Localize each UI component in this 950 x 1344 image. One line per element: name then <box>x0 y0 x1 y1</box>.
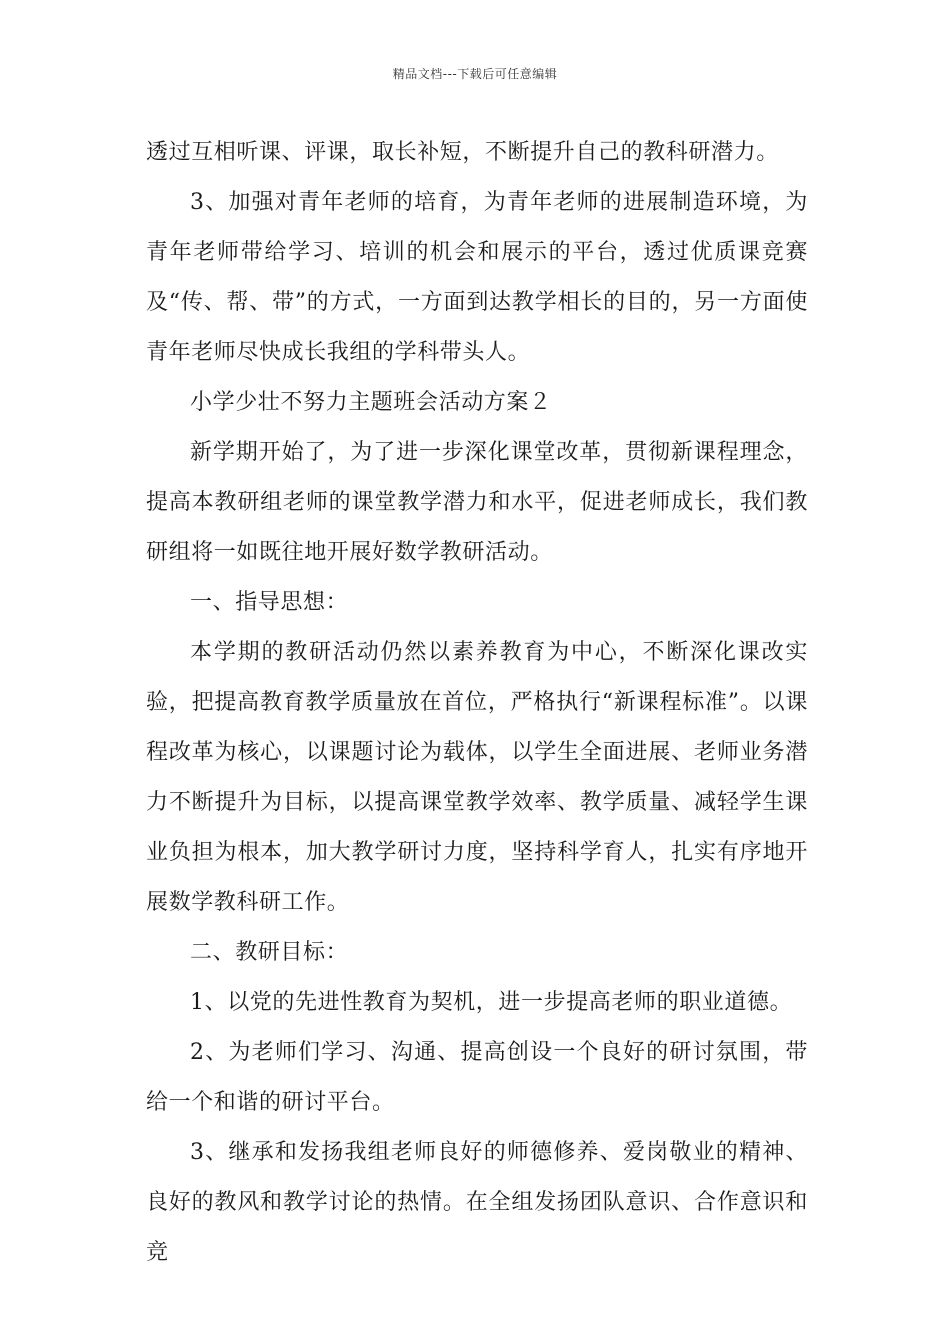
paragraph-goal-2: 2、为老师们学习、沟通、提高创设一个良好的研讨氛围，带给一个和谐的研讨平台。 <box>146 1040 808 1115</box>
heading-research-goals: 二、教研目标： <box>190 940 349 965</box>
paragraph-item-3: 3、加强对青年老师的培育，为青年老师的进展制造环境，为青年老师带给学习、培训的机会和展示的平台，透过优质课竞赛及“传、帮、带”的方式，一方面到达教学相长的目的，另一方面使青年老师尽快成长我组的学科带头人。 <box>146 190 808 365</box>
paragraph-continuation: 透过互相听课、评课，取长补短，不断提升自己的教科研潜力。 <box>146 140 779 165</box>
paragraph-guiding-ideology: 本学期的教研活动仍然以素养教育为中心，不断深化课改实验，把提高教育教学质量放在首位，严格执行“新课程标准”。以课程改革为核心，以课题讨论为载体，以学生全面进展、老师业务潜力不断提升为目标，以提高课堂教学效率、教学质量、减轻学生课业负担为根本，加大教学研讨力度，坚持科学育人，扎实有序地开展数学教科研工作。 <box>146 640 808 915</box>
paragraph-intro: 新学期开始了，为了进一步深化课堂改革，贯彻新课程理念，提高本教研组老师的课堂教学潜力和水平，促进老师成长，我们教研组将一如既往地开展好数学教研活动。 <box>146 440 808 565</box>
paragraph-goal-1: 1、以党的先进性教育为契机，进一步提高老师的职业道德。 <box>190 990 793 1015</box>
page-header: 精品文档---下载后可任意编辑 <box>392 67 558 81</box>
paragraph-goal-3: 3、继承和发扬我组老师良好的师德修养、爱岗敬业的精神、良好的教风和教学讨论的热情。在全组发扬团队意识、合作意识和竞 <box>146 1140 808 1265</box>
heading-guiding-ideology: 一、指导思想： <box>190 590 349 615</box>
section-title: 小学少壮不努力主题班会活动方案２ <box>190 390 552 415</box>
document-body <box>146 128 808 1278</box>
